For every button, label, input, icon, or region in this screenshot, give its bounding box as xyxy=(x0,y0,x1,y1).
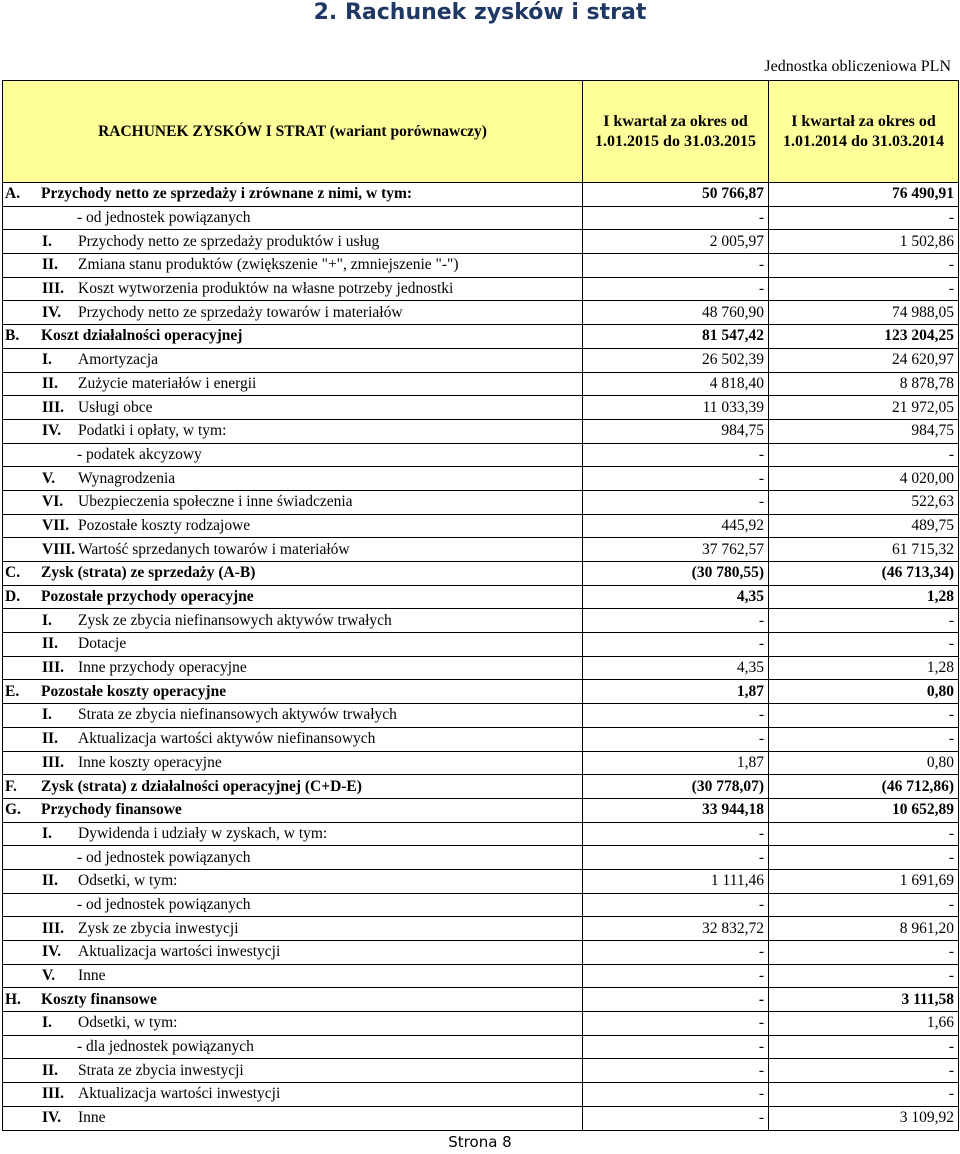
row-label-cell xyxy=(3,941,583,965)
table-row xyxy=(3,704,959,728)
table-row xyxy=(3,727,959,751)
row-code: III. xyxy=(42,659,64,677)
value-2015-cell: - xyxy=(583,822,769,846)
value-2015-cell: 1 111,46 xyxy=(583,869,769,893)
row-label: Odsetki, w tym: xyxy=(78,1014,178,1032)
value-2014-cell: - xyxy=(769,941,959,965)
value-2014-cell: (46 713,34) xyxy=(769,562,959,586)
row-code: IV. xyxy=(42,943,62,961)
row-label: Usługi obce xyxy=(78,398,153,416)
row-label-cell xyxy=(3,893,583,917)
value-2014-cell: 76 490,91 xyxy=(769,183,959,207)
value-2014-cell: 1 502,86 xyxy=(769,230,959,254)
row-label-cell xyxy=(3,798,583,822)
row-label: Zmiana stanu produktów (zwiększenie "+", zmniejszenie "-") xyxy=(78,256,459,274)
row-code: A. xyxy=(5,185,21,203)
value-2014-cell: - xyxy=(769,277,959,301)
header-period-2014-line1: I kwartał za okres od xyxy=(791,112,936,130)
table-row xyxy=(3,798,959,822)
row-code: II. xyxy=(42,1061,58,1079)
table-row xyxy=(3,941,959,965)
row-code: F. xyxy=(5,777,17,795)
table-row xyxy=(3,988,959,1012)
value-2014-cell: (46 712,86) xyxy=(769,775,959,799)
row-label-cell xyxy=(3,988,583,1012)
value-2014-cell: 24 620,97 xyxy=(769,348,959,372)
value-2014-cell: - xyxy=(769,1083,959,1107)
value-2014-cell: - xyxy=(769,727,959,751)
row-label-cell xyxy=(3,538,583,562)
value-2015-cell: 4,35 xyxy=(583,656,769,680)
row-label-cell xyxy=(3,562,583,586)
value-2014-cell: 3 109,92 xyxy=(769,1106,959,1130)
value-2014-cell: 4 020,00 xyxy=(769,467,959,491)
row-label: Aktualizacja wartości aktywów niefinansowych xyxy=(78,730,376,748)
row-label: - od jednostek powiązanych xyxy=(77,895,251,913)
value-2014-cell: 74 988,05 xyxy=(769,301,959,325)
value-2015-cell: - xyxy=(583,277,769,301)
value-2014-cell: - xyxy=(769,206,959,230)
table-row xyxy=(3,822,959,846)
table-row xyxy=(3,419,959,443)
row-label-cell xyxy=(3,656,583,680)
header-period-2015-line2: 1.01.2015 do 31.03.2015 xyxy=(595,132,756,150)
value-2015-cell: - xyxy=(583,988,769,1012)
row-label: Przychody netto ze sprzedaży towarów i materiałów xyxy=(78,303,403,321)
value-2014-cell: - xyxy=(769,964,959,988)
row-code: III. xyxy=(42,753,64,771)
table-row xyxy=(3,846,959,870)
row-label: - od jednostek powiązanych xyxy=(77,209,251,227)
row-label-cell xyxy=(3,1059,583,1083)
value-2014-cell: - xyxy=(769,609,959,633)
value-2015-cell: 48 760,90 xyxy=(583,301,769,325)
table-row xyxy=(3,206,959,230)
row-label-cell xyxy=(3,277,583,301)
row-code: D. xyxy=(5,588,21,606)
row-label: Wynagrodzenia xyxy=(78,469,176,487)
header-period-2015 xyxy=(583,81,769,183)
row-code: II. xyxy=(42,730,58,748)
row-label: Pozostałe koszty operacyjne xyxy=(41,682,227,700)
value-2014-cell: 123 204,25 xyxy=(769,325,959,349)
value-2014-cell: 3 111,58 xyxy=(769,988,959,1012)
value-2015-cell: 2 005,97 xyxy=(583,230,769,254)
row-label: Zużycie materiałów i energii xyxy=(78,374,257,392)
value-2015-cell: - xyxy=(583,1059,769,1083)
table-row xyxy=(3,680,959,704)
value-2014-cell: - xyxy=(769,254,959,278)
table-row xyxy=(3,1012,959,1036)
table-row xyxy=(3,348,959,372)
table-row xyxy=(3,443,959,467)
value-2014-cell: 0,80 xyxy=(769,680,959,704)
table-row xyxy=(3,254,959,278)
value-2014-cell: - xyxy=(769,822,959,846)
row-label: Zysk (strata) z działalności operacyjnej (C+D-E) xyxy=(41,777,362,795)
row-label: Koszt działalności operacyjnej xyxy=(41,327,243,345)
row-label: Inne koszty operacyjne xyxy=(78,753,222,771)
row-code: VIII. xyxy=(42,540,76,558)
value-2015-cell: - xyxy=(583,443,769,467)
table-row xyxy=(3,585,959,609)
row-label-cell xyxy=(3,585,583,609)
row-label: Inne przychody operacyjne xyxy=(78,659,247,677)
row-label-cell xyxy=(3,633,583,657)
row-label: Zysk ze zbycia niefinansowych aktywów trwałych xyxy=(78,611,392,629)
table-row xyxy=(3,325,959,349)
value-2014-cell: - xyxy=(769,633,959,657)
row-code: VI. xyxy=(42,493,64,511)
row-label: Aktualizacja wartości inwestycji xyxy=(78,943,281,961)
value-2015-cell: 445,92 xyxy=(583,514,769,538)
value-2014-cell: 21 972,05 xyxy=(769,396,959,420)
table-row xyxy=(3,562,959,586)
value-2014-cell: 8 961,20 xyxy=(769,917,959,941)
table-row xyxy=(3,751,959,775)
row-label: Pozostałe przychody operacyjne xyxy=(41,588,254,606)
value-2015-cell: - xyxy=(583,1106,769,1130)
row-label-cell xyxy=(3,514,583,538)
value-2015-cell: 11 033,39 xyxy=(583,396,769,420)
value-2015-cell: - xyxy=(583,490,769,514)
row-label-cell xyxy=(3,1012,583,1036)
row-label: Amortyzacja xyxy=(78,351,159,369)
row-code: I. xyxy=(42,706,52,724)
row-code: II. xyxy=(42,256,58,274)
row-label: Strata ze zbycia niefinansowych aktywów trwałych xyxy=(78,706,397,724)
row-code: I. xyxy=(42,1014,52,1032)
value-2014-cell: 61 715,32 xyxy=(769,538,959,562)
table-row xyxy=(3,633,959,657)
value-2014-cell: 1 691,69 xyxy=(769,869,959,893)
value-2015-cell: - xyxy=(583,206,769,230)
value-2014-cell: 10 652,89 xyxy=(769,798,959,822)
row-label: - od jednostek powiązanych xyxy=(77,848,251,866)
row-label-cell xyxy=(3,1083,583,1107)
row-code: I. xyxy=(42,824,52,842)
row-code: III. xyxy=(42,398,64,416)
value-2015-cell: 37 762,57 xyxy=(583,538,769,562)
row-label: Strata ze zbycia inwestycji xyxy=(78,1061,244,1079)
row-label-cell xyxy=(3,917,583,941)
row-label-cell xyxy=(3,727,583,751)
value-2014-cell: 8 878,78 xyxy=(769,372,959,396)
row-label-cell xyxy=(3,325,583,349)
row-code: II. xyxy=(42,374,58,392)
table-row xyxy=(3,396,959,420)
row-label-cell xyxy=(3,301,583,325)
row-label-cell xyxy=(3,372,583,396)
row-label: Aktualizacja wartości inwestycji xyxy=(78,1085,281,1103)
page-number-footer: Strona 8 xyxy=(448,1133,512,1151)
row-code: V. xyxy=(42,469,56,487)
row-code: I. xyxy=(42,351,52,369)
row-code: V. xyxy=(42,967,56,985)
value-2015-cell: - xyxy=(583,704,769,728)
row-label-cell xyxy=(3,704,583,728)
row-label-cell xyxy=(3,396,583,420)
row-label: Inne xyxy=(78,1109,106,1127)
row-code: II. xyxy=(42,872,58,890)
value-2015-cell: - xyxy=(583,846,769,870)
table-row xyxy=(3,609,959,633)
row-label: Przychody netto ze sprzedaży i zrównane z nimi, w tym: xyxy=(41,185,413,203)
row-code: H. xyxy=(5,990,21,1008)
value-2014-cell: 489,75 xyxy=(769,514,959,538)
value-2014-cell: 1,66 xyxy=(769,1012,959,1036)
row-label-cell xyxy=(3,846,583,870)
value-2015-cell: - xyxy=(583,893,769,917)
row-label: Zysk ze zbycia inwestycji xyxy=(78,919,239,937)
row-label-cell xyxy=(3,206,583,230)
value-2014-cell: - xyxy=(769,1059,959,1083)
income-statement-table xyxy=(2,80,959,1131)
row-label: Koszt wytworzenia produktów na własne potrzeby jednostki xyxy=(78,280,454,298)
row-code: I. xyxy=(42,232,52,250)
value-2014-cell: - xyxy=(769,846,959,870)
table-row xyxy=(3,514,959,538)
row-label: - podatek akcyzowy xyxy=(77,445,202,463)
row-label-cell xyxy=(3,490,583,514)
value-2015-cell: (30 778,07) xyxy=(583,775,769,799)
value-2015-cell: - xyxy=(583,941,769,965)
value-2014-cell: - xyxy=(769,443,959,467)
table-row xyxy=(3,1106,959,1130)
row-label-cell xyxy=(3,348,583,372)
row-label: Zysk (strata) ze sprzedaży (A-B) xyxy=(41,564,256,582)
row-label: Dotacje xyxy=(78,635,127,653)
row-label: Pozostałe koszty rodzajowe xyxy=(78,516,251,534)
table-row xyxy=(3,1059,959,1083)
table-row xyxy=(3,277,959,301)
value-2014-cell: 0,80 xyxy=(769,751,959,775)
value-2015-cell: 1,87 xyxy=(583,680,769,704)
page-title: 2. Rachunek zysków i strat xyxy=(313,0,647,25)
table-row xyxy=(3,1083,959,1107)
header-statement-title: RACHUNEK ZYSKÓW I STRAT (wariant porównawczy) xyxy=(3,81,583,183)
header-period-2014-line2: 1.01.2014 do 31.03.2014 xyxy=(783,132,944,150)
row-label: - dla jednostek powiązanych xyxy=(77,1038,254,1056)
value-2015-cell: 33 944,18 xyxy=(583,798,769,822)
row-label-cell xyxy=(3,680,583,704)
row-label-cell xyxy=(3,775,583,799)
row-label-cell xyxy=(3,964,583,988)
value-2014-cell: - xyxy=(769,1035,959,1059)
row-code: III. xyxy=(42,280,64,298)
row-code: II. xyxy=(42,635,58,653)
value-2014-cell: 1,28 xyxy=(769,656,959,680)
table-row xyxy=(3,964,959,988)
table-row xyxy=(3,656,959,680)
value-2015-cell: 984,75 xyxy=(583,419,769,443)
row-label-cell xyxy=(3,1035,583,1059)
table-row xyxy=(3,869,959,893)
row-code: IV. xyxy=(42,303,62,321)
value-2015-cell: (30 780,55) xyxy=(583,562,769,586)
value-2014-cell: 1,28 xyxy=(769,585,959,609)
value-2015-cell: - xyxy=(583,1035,769,1059)
value-2015-cell: 50 766,87 xyxy=(583,183,769,207)
table-row xyxy=(3,893,959,917)
table-row xyxy=(3,775,959,799)
row-code: I. xyxy=(42,611,52,629)
value-2015-cell: - xyxy=(583,964,769,988)
row-code: IV. xyxy=(42,422,62,440)
row-label: Odsetki, w tym: xyxy=(78,872,178,890)
value-2015-cell: 81 547,42 xyxy=(583,325,769,349)
row-label-cell xyxy=(3,822,583,846)
value-2015-cell: - xyxy=(583,633,769,657)
row-label-cell xyxy=(3,609,583,633)
value-2015-cell: - xyxy=(583,727,769,751)
value-2015-cell: 32 832,72 xyxy=(583,917,769,941)
row-label-cell xyxy=(3,443,583,467)
row-label: Wartość sprzedanych towarów i materiałów xyxy=(78,540,350,558)
row-label-cell xyxy=(3,183,583,207)
table-row xyxy=(3,917,959,941)
row-label: Inne xyxy=(78,967,106,985)
table-row xyxy=(3,372,959,396)
row-label: Przychody finansowe xyxy=(41,801,182,819)
row-label-cell xyxy=(3,254,583,278)
row-label: Dywidenda i udziały w zyskach, w tym: xyxy=(78,824,328,842)
row-label-cell xyxy=(3,230,583,254)
header-period-2015-line1: I kwartał za okres od xyxy=(603,112,748,130)
value-2014-cell: 984,75 xyxy=(769,419,959,443)
value-2015-cell: - xyxy=(583,254,769,278)
value-2015-cell: 4,35 xyxy=(583,585,769,609)
value-2014-cell: - xyxy=(769,704,959,728)
value-2015-cell: - xyxy=(583,1083,769,1107)
value-2015-cell: - xyxy=(583,467,769,491)
value-2015-cell: 1,87 xyxy=(583,751,769,775)
row-label: Ubezpieczenia społeczne i inne świadczenia xyxy=(78,493,353,511)
row-code: E. xyxy=(5,682,20,700)
row-code: VII. xyxy=(42,516,70,534)
row-label-cell xyxy=(3,1106,583,1130)
unit-note: Jednostka obliczeniowa PLN xyxy=(764,58,951,75)
table-row xyxy=(3,301,959,325)
header-period-2014 xyxy=(769,81,959,183)
row-code: III. xyxy=(42,919,64,937)
row-code: G. xyxy=(5,801,21,819)
table-row xyxy=(3,230,959,254)
row-code: B. xyxy=(5,327,20,345)
table-row xyxy=(3,183,959,207)
value-2015-cell: - xyxy=(583,1012,769,1036)
table-row xyxy=(3,1035,959,1059)
value-2014-cell: 522,63 xyxy=(769,490,959,514)
table-row xyxy=(3,538,959,562)
row-label: Przychody netto ze sprzedaży produktów i usług xyxy=(78,232,380,250)
row-code: C. xyxy=(5,564,21,582)
value-2015-cell: 4 818,40 xyxy=(583,372,769,396)
row-code: III. xyxy=(42,1085,64,1103)
row-label: Podatki i opłaty, w tym: xyxy=(78,422,227,440)
value-2015-cell: 26 502,39 xyxy=(583,348,769,372)
table-row xyxy=(3,490,959,514)
table-body xyxy=(3,183,959,1131)
table-header-row xyxy=(3,81,959,183)
table-row xyxy=(3,467,959,491)
value-2015-cell: - xyxy=(583,609,769,633)
row-label-cell xyxy=(3,467,583,491)
row-code: IV. xyxy=(42,1109,62,1127)
row-label-cell xyxy=(3,869,583,893)
value-2014-cell: - xyxy=(769,893,959,917)
row-label-cell xyxy=(3,419,583,443)
row-label-cell xyxy=(3,751,583,775)
row-label: Koszty finansowe xyxy=(41,990,157,1008)
